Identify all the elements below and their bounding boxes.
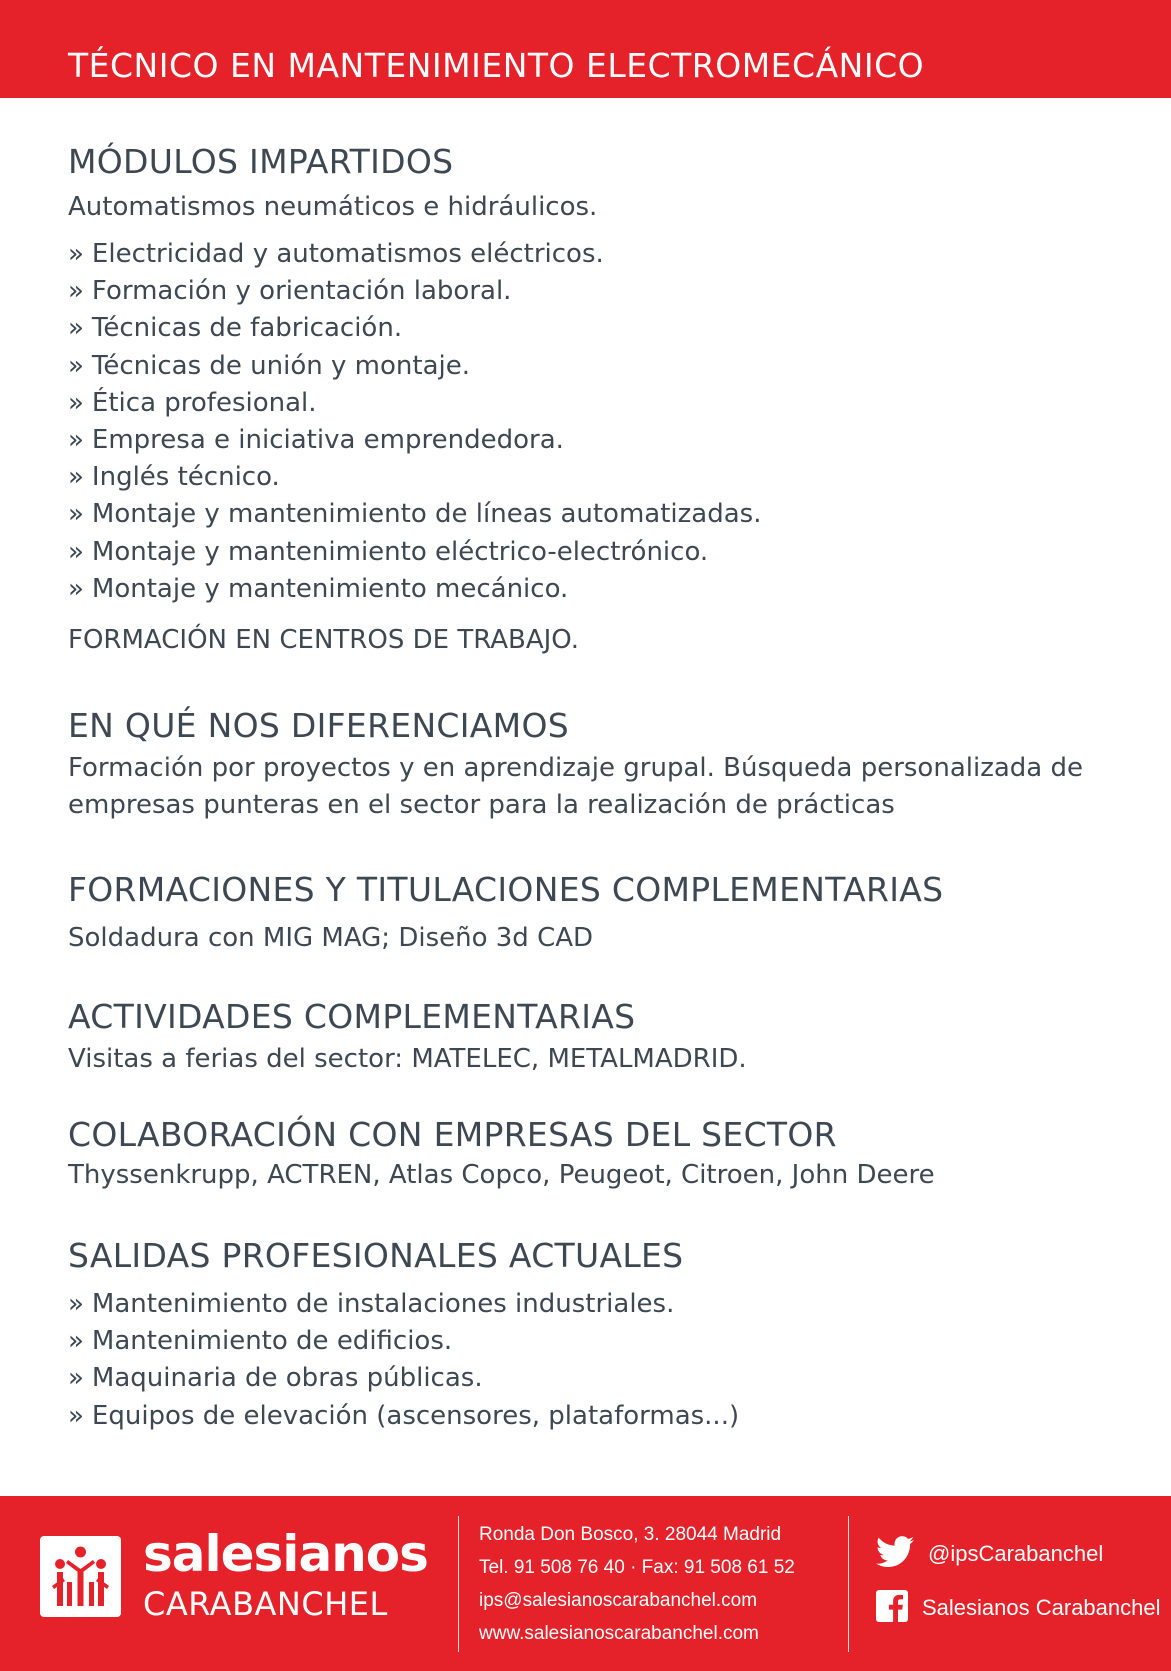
main-content [68,140,1128,1435]
diferenciamos-heading: EN QUÉ NOS DIFERENCIAMOS [68,706,569,746]
list-item: » Mantenimiento de instalaciones industriales. [68,1289,675,1320]
brand-subtitle: CARABANCHEL [143,1585,388,1623]
modulos-heading: MÓDULOS IMPARTIDOS [68,142,454,181]
formaciones-heading: FORMACIONES Y TITULACIONES COMPLEMENTARIAS [68,870,944,910]
formaciones-text: Soldadura con MIG MAG; Diseño 3d CAD [68,923,594,954]
divider [458,1516,459,1652]
list-item: » Equipos de elevación (ascensores, plataformas...) [68,1400,740,1431]
list-item: » Técnicas de unión y montaje. [68,350,470,381]
contact-info [479,1518,795,1650]
page-title: TÉCNICO EN MANTENIMIENTO ELECTROMECÁNICO [68,46,925,85]
salesianos-logo-icon [40,1536,121,1617]
facebook-icon [876,1590,908,1626]
twitter-icon [876,1536,914,1572]
list-item: » Mantenimiento de edificios. [68,1326,453,1357]
social-links [876,1528,1161,1636]
phone: Tel. 91 508 76 40 · Fax: 91 508 61 52 [479,1557,795,1578]
list-item: » Técnicas de fabricación. [68,313,403,344]
email-link[interactable]: ips@salesianoscarabanchel.com [479,1590,758,1611]
facebook-name: Salesianos Carabanchel [922,1595,1161,1620]
list-item: » Electricidad y automatismos eléctricos. [68,239,604,269]
twitter-link[interactable] [876,1528,1161,1580]
colaboracion-text: Thyssenkrupp, ACTREN, Atlas Copco, Peugeot, Citroen, John Deere [68,1160,935,1191]
list-item: » Empresa e iniciativa emprendedora. [68,425,564,456]
salidas-list [68,1286,1128,1435]
actividades-text: Visitas a ferias del sector: MATELEC, METALMADRID. [68,1044,747,1075]
modulos-list [68,236,1128,608]
list-item: » Montaje y mantenimiento de líneas automatizadas. [68,499,762,530]
modulos-outro: FORMACIÓN EN CENTROS DE TRABAJO. [68,625,579,656]
website-link[interactable]: www.salesianoscarabanchel.com [479,1623,759,1644]
twitter-handle: @ipsCarabanchel [928,1541,1104,1566]
colaboracion-heading: COLABORACIÓN CON EMPRESAS DEL SECTOR [68,1115,837,1155]
diferenciamos-text: Formación por proyectos y en aprendizaje grupal. Búsqueda personalizada de empresas punteras en el sector para la realización de prácticas [68,753,1083,821]
footer-bar [0,1496,1171,1671]
header-bar [0,0,1171,98]
modulos-intro: Automatismos neumáticos e hidráulicos. [68,192,598,222]
list-item: » Inglés técnico. [68,462,280,493]
divider [848,1516,849,1652]
list-item: » Ética profesional. [68,387,317,418]
address: Ronda Don Bosco, 3. 28044 Madrid [479,1524,782,1545]
brand-name: salesianos [143,1525,428,1583]
list-item: » Montaje y mantenimiento eléctrico-electrónico. [68,536,709,567]
list-item: » Formación y orientación laboral. [68,276,512,307]
list-item: » Montaje y mantenimiento mecánico. [68,573,569,604]
facebook-link[interactable] [876,1582,1161,1634]
salidas-heading: SALIDAS PROFESIONALES ACTUALES [68,1236,684,1276]
list-item: » Maquinaria de obras públicas. [68,1363,483,1394]
actividades-heading: ACTIVIDADES COMPLEMENTARIAS [68,997,636,1037]
